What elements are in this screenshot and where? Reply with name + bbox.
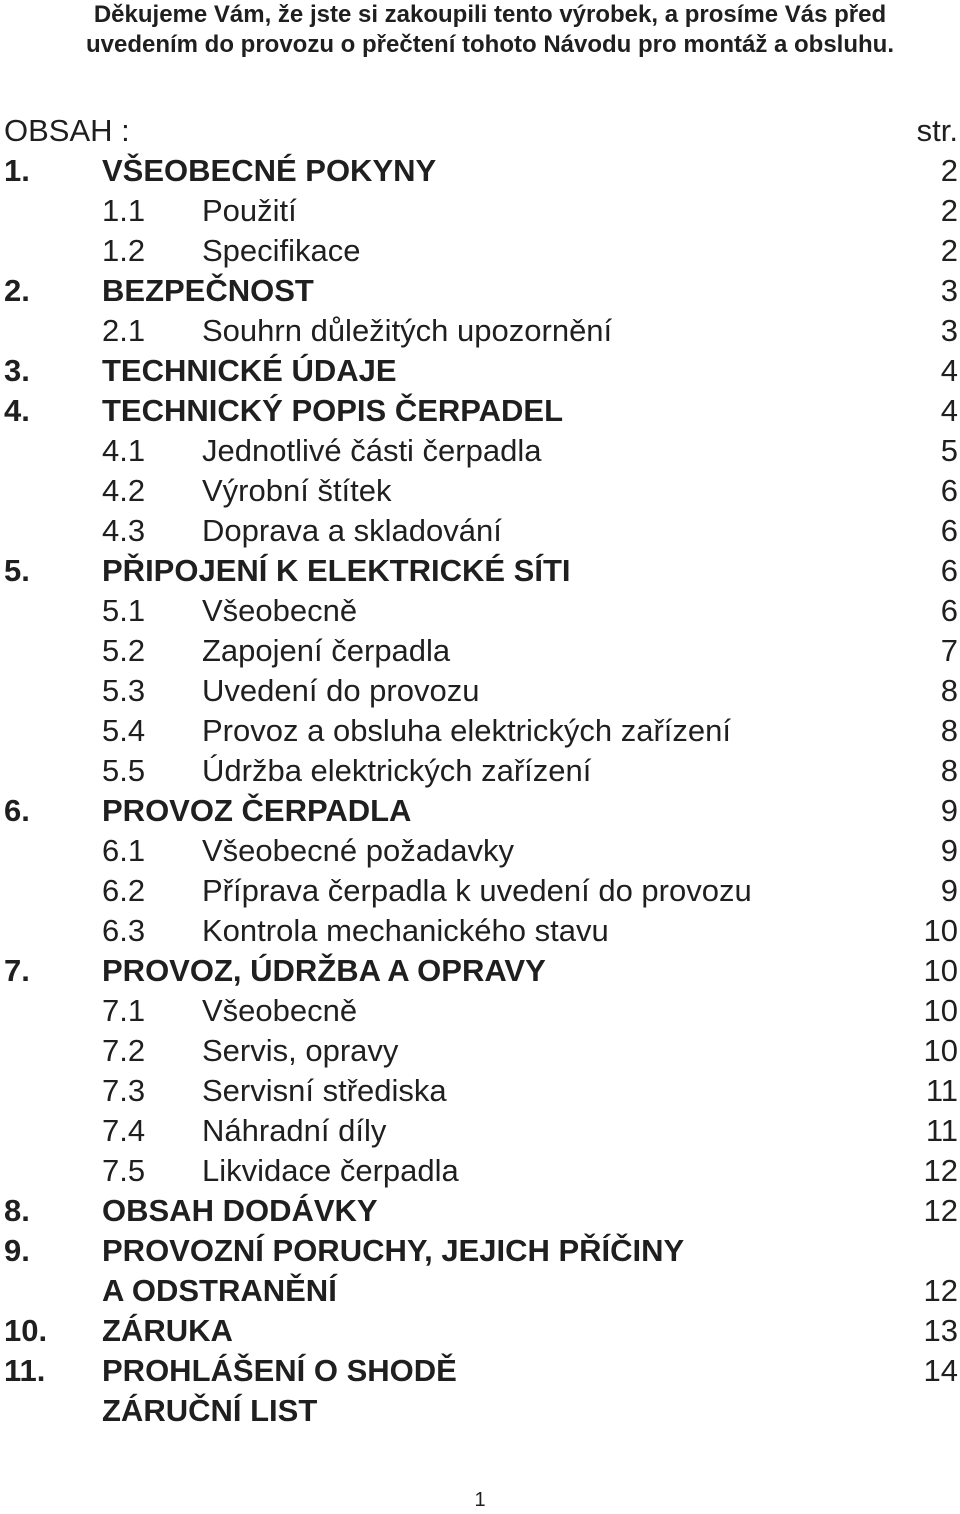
- page-number: 1: [474, 1489, 486, 1511]
- toc-entry-page: 8: [940, 753, 958, 788]
- toc-entry-page: 11: [925, 1073, 958, 1108]
- toc-entry-title: Doprava a skladování: [202, 513, 502, 548]
- toc-entry-number: 6.2: [102, 873, 146, 908]
- toc-entry-title: PROHLÁŠENÍ O SHODĚ: [102, 1353, 457, 1388]
- toc-entry-title: TECHNICKÉ ÚDAJE: [102, 353, 397, 388]
- toc-entry-page: 2: [940, 233, 958, 268]
- toc-section: [4, 951, 958, 991]
- toc-entry-number: 6.1: [102, 833, 146, 868]
- toc-entry-title: Náhradní díly: [202, 1113, 387, 1148]
- toc-entry-number: 5.1: [102, 593, 146, 628]
- toc-entry-title: VŠEOBECNÉ POKYNY: [102, 153, 437, 188]
- toc-entry-page: 9: [940, 793, 958, 828]
- toc-entry-page: 11: [925, 1113, 958, 1148]
- toc-entry-number: 7.4: [102, 1113, 146, 1148]
- toc-entry-title: OBSAH DODÁVKY: [102, 1193, 378, 1228]
- toc-entry-number: 4.1: [102, 433, 146, 468]
- toc-entry-number: 4.2: [102, 473, 146, 508]
- toc-subsection: [4, 631, 958, 671]
- toc-header: [4, 111, 958, 151]
- toc-entry-title: ZÁRUKA: [102, 1313, 233, 1348]
- toc-entry-title: Výrobní štítek: [202, 473, 392, 508]
- toc-subsection: [4, 1031, 958, 1071]
- toc-subsection: [4, 231, 958, 271]
- toc-entry-page: 6: [940, 513, 958, 548]
- toc-subsection: [4, 871, 958, 911]
- toc-entry-title: PROVOZNÍ PORUCHY, JEJICH PŘÍČINY: [102, 1233, 685, 1268]
- toc-subsection: [4, 991, 958, 1031]
- toc-entry-title: PŘIPOJENÍ K ELEKTRICKÉ SÍTI: [102, 553, 571, 588]
- toc-entry-page: 6: [940, 593, 958, 628]
- toc-subsection: [4, 671, 958, 711]
- toc-entry-title: Použití: [202, 193, 297, 228]
- toc-entry-number: 1.1: [102, 193, 146, 228]
- toc-entry-page: 5: [940, 433, 958, 468]
- toc-entry-page: 7: [940, 633, 958, 668]
- toc-section: [4, 551, 958, 591]
- toc-section: [4, 1391, 958, 1431]
- toc-entry-page: 2: [940, 153, 958, 188]
- toc-entry-title: Servisní střediska: [202, 1073, 447, 1108]
- intro-line-2: uvedením do provozu o přečtení tohoto Návodu pro montáž a obsluhu.: [85, 31, 894, 58]
- toc-entry-number: 4.: [4, 393, 30, 428]
- toc-entry-page: 3: [940, 313, 958, 348]
- toc-subsection: [4, 751, 958, 791]
- toc-entry-title: Provoz a obsluha elektrických zařízení: [202, 713, 731, 748]
- toc-entry-number: 11.: [4, 1353, 46, 1388]
- toc-entry-page: 14: [923, 1353, 958, 1388]
- toc-entry-number: 7.2: [102, 1033, 146, 1068]
- intro-line-1: Děkujeme Vám, že jste si zakoupili tento výrobek, a prosíme Vás před: [93, 1, 887, 28]
- toc-subsection: [4, 911, 958, 951]
- toc-entry-number: 10.: [4, 1313, 48, 1348]
- toc-entry-title: Uvedení do provozu: [202, 673, 480, 708]
- toc-entry-title: Likvidace čerpadla: [202, 1153, 459, 1188]
- toc-entry-number: 7.: [4, 953, 30, 988]
- toc-entry-title: Všeobecné požadavky: [202, 833, 514, 868]
- toc-subsection: [4, 511, 958, 551]
- intro-paragraph: [30, 0, 950, 60]
- toc-entry-number: 7.1: [102, 993, 146, 1028]
- toc-entry-page: 3: [940, 273, 958, 308]
- toc-subsection: [4, 1151, 958, 1191]
- toc-subsection: [4, 1071, 958, 1111]
- toc-section: [4, 1351, 958, 1391]
- toc-entry-title: PROVOZ ČERPADLA: [102, 793, 412, 828]
- toc-entry-title: Zapojení čerpadla: [202, 633, 451, 668]
- toc-section: [4, 391, 958, 431]
- toc-section: [4, 1191, 958, 1231]
- toc-entry-page: 10: [923, 953, 958, 988]
- toc-entry-number: 5.5: [102, 753, 146, 788]
- toc-entry-number: 5.3: [102, 673, 146, 708]
- toc-entry-number: 2.1: [102, 313, 146, 348]
- toc-entry-title: Všeobecně: [202, 993, 358, 1028]
- toc-entry-title: TECHNICKÝ POPIS ČERPADEL: [102, 393, 564, 428]
- toc-entry-page: 9: [940, 873, 958, 908]
- toc-entry-number: 6.3: [102, 913, 146, 948]
- toc-section: [4, 791, 958, 831]
- toc-entry-number: 8.: [4, 1193, 30, 1228]
- toc-entry-page: 9: [940, 833, 958, 868]
- toc-entry-page: 10: [923, 1033, 958, 1068]
- toc-subsection: [4, 831, 958, 871]
- toc-entry-title: PROVOZ, ÚDRŽBA A OPRAVY: [102, 953, 546, 988]
- toc-entry-number: 5.: [4, 553, 30, 588]
- toc-entry-page: 2: [940, 193, 958, 228]
- toc-entry-number: 1.: [4, 153, 30, 188]
- toc-entry-number: 5.4: [102, 713, 146, 748]
- toc-subsection: [4, 471, 958, 511]
- toc-entry-title: Kontrola mechanického stavu: [202, 913, 609, 948]
- toc-subsection: [4, 431, 958, 471]
- toc-entry-number: 7.3: [102, 1073, 146, 1108]
- table-of-contents: [4, 151, 958, 1431]
- toc-entry-number: 9.: [4, 1233, 30, 1268]
- toc-subsection: [4, 711, 958, 751]
- toc-entry-page: 12: [923, 1273, 958, 1308]
- toc-entry-title: Příprava čerpadla k uvedení do provozu: [202, 873, 752, 908]
- toc-entry-title: A ODSTRANĚNÍ: [102, 1273, 337, 1308]
- toc-entry-number: 1.2: [102, 233, 146, 268]
- toc-entry-title: Servis, opravy: [202, 1033, 399, 1068]
- toc-title: OBSAH :: [4, 113, 130, 148]
- toc-entry-title: ZÁRUČNÍ LIST: [102, 1393, 318, 1428]
- toc-section: [4, 351, 958, 391]
- toc-section: [4, 1311, 958, 1351]
- toc-entry-title: Specifikace: [202, 233, 361, 268]
- toc-entry-page: 8: [940, 713, 958, 748]
- toc-entry-page: 4: [940, 353, 958, 388]
- toc-entry-page: 6: [940, 473, 958, 508]
- toc-entry-page: 10: [923, 913, 958, 948]
- toc-subsection: [4, 591, 958, 631]
- toc-entry-page: 13: [923, 1313, 958, 1348]
- toc-subsection: [4, 1111, 958, 1151]
- toc-entry-number: 4.3: [102, 513, 146, 548]
- toc-section: [4, 271, 958, 311]
- toc-entry-page: 12: [923, 1153, 958, 1188]
- toc-entry-page: 6: [940, 553, 958, 588]
- toc-entry-title: Souhrn důležitých upozornění: [202, 313, 613, 348]
- toc-entry-title: Všeobecně: [202, 593, 358, 628]
- toc-entry-number: 7.5: [102, 1153, 146, 1188]
- toc-entry-number: 3.: [4, 353, 30, 388]
- toc-subsection: [4, 311, 958, 351]
- toc-entry-number: 6.: [4, 793, 30, 828]
- toc-section: [4, 1271, 958, 1311]
- toc-entry-title: Údržba elektrických zařízení: [202, 753, 592, 788]
- toc-entry-page: 10: [923, 993, 958, 1028]
- toc-entry-title: Jednotlivé části čerpadla: [202, 433, 542, 468]
- toc-section: [4, 1231, 958, 1271]
- toc-entry-title: BEZPEČNOST: [102, 273, 314, 308]
- toc-page-label: str.: [916, 113, 958, 148]
- toc-section: [4, 151, 958, 191]
- toc-entry-number: 5.2: [102, 633, 146, 668]
- toc-subsection: [4, 191, 958, 231]
- toc-entry-number: 2.: [4, 273, 30, 308]
- toc-entry-page: 8: [940, 673, 958, 708]
- toc-entry-page: 12: [923, 1193, 958, 1228]
- toc-entry-page: 4: [940, 393, 958, 428]
